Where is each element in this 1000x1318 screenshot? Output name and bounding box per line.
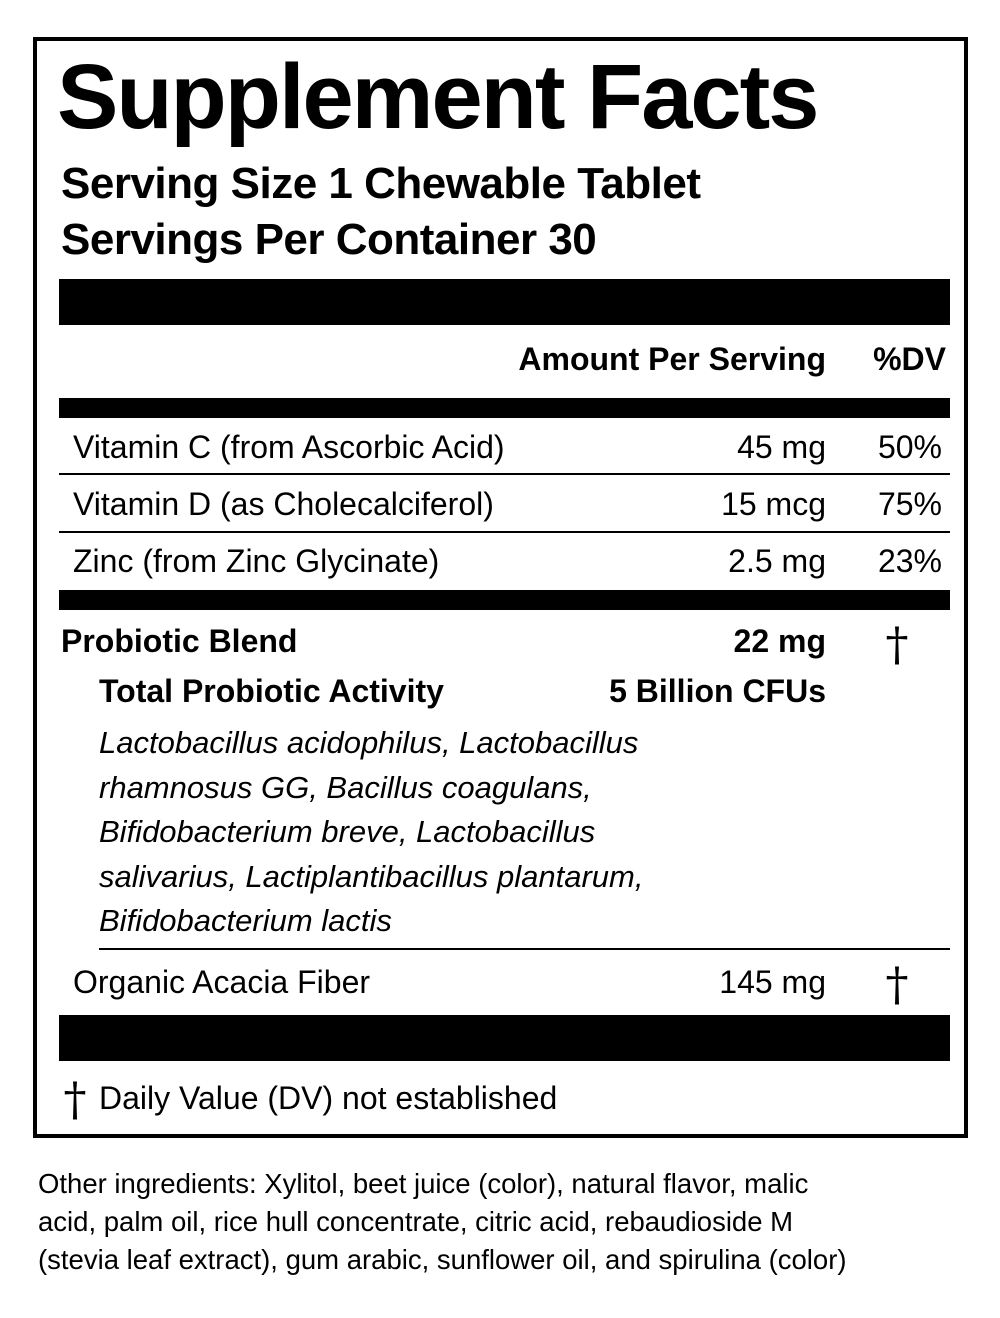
- footnote-dagger: †: [63, 1072, 87, 1126]
- medium-divider: [59, 398, 950, 418]
- probiotic-name: Probiotic Blend: [61, 623, 298, 659]
- ingredients-line: (stevia leaf extract), gum arabic, sunflower oil, and spirulina (color): [38, 1244, 847, 1275]
- nutrient-amount: 15 mcg: [721, 486, 826, 522]
- probiotic-amount: 22 mg: [733, 623, 826, 659]
- medium-divider: [59, 590, 950, 610]
- strain-line: Bifidobacterium lactis: [99, 903, 392, 938]
- nutrient-dv: 50%: [877, 429, 942, 465]
- nutrient-name: Vitamin C (from Ascorbic Acid): [73, 429, 505, 465]
- header-dv: %DV: [873, 341, 946, 377]
- nutrient-name: Vitamin D (as Cholecalciferol): [73, 486, 494, 522]
- nutrient-amount: 2.5 mg: [728, 543, 826, 579]
- thick-divider: [59, 1015, 950, 1061]
- strain-line: salivarius, Lactiplantibacillus plantarum,: [99, 858, 644, 894]
- serving-size: Serving Size 1 Chewable Tablet: [61, 159, 701, 208]
- probiotic-activity-value: 5 Billion CFUs: [609, 673, 826, 709]
- ingredients-line: acid, palm oil, rice hull concentrate, citric acid, rebaudioside M: [38, 1206, 794, 1237]
- nutrient-amount: 45 mg: [737, 429, 826, 465]
- servings-per-container: Servings Per Container 30: [61, 215, 597, 264]
- dagger-mark: †: [885, 957, 909, 1011]
- supplement-facts-panel: [33, 37, 968, 1138]
- nutrient-dv: 23%: [877, 543, 942, 579]
- row-divider: [59, 473, 950, 475]
- nutrient-dv: 75%: [877, 486, 942, 522]
- row-divider: [59, 531, 950, 533]
- header-amount: Amount Per Serving: [518, 341, 826, 377]
- strain-line: rhamnosus GG, Bacillus coagulans,: [99, 769, 592, 805]
- fiber-name: Organic Acacia Fiber: [73, 964, 371, 1000]
- strain-line: Bifidobacterium breve, Lactobacillus: [99, 814, 596, 849]
- fiber-amount: 145 mg: [719, 964, 826, 1000]
- footnote-text: Daily Value (DV) not established: [99, 1080, 558, 1116]
- nutrient-name: Zinc (from Zinc Glycinate): [73, 543, 440, 579]
- thick-divider: [59, 279, 950, 325]
- probiotic-strains: [99, 721, 799, 944]
- panel-title: Supplement Facts: [57, 46, 818, 148]
- ingredients-line: Other ingredients: Xylitol, beet juice (color), natural flavor, malic: [38, 1168, 809, 1199]
- probiotic-activity-label: Total Probiotic Activity: [99, 673, 444, 709]
- strain-line: Lactobacillus acidophilus, Lactobacillus: [99, 725, 639, 760]
- dagger-mark: †: [885, 617, 909, 671]
- row-divider: [99, 948, 950, 950]
- other-ingredients: [38, 1165, 978, 1279]
